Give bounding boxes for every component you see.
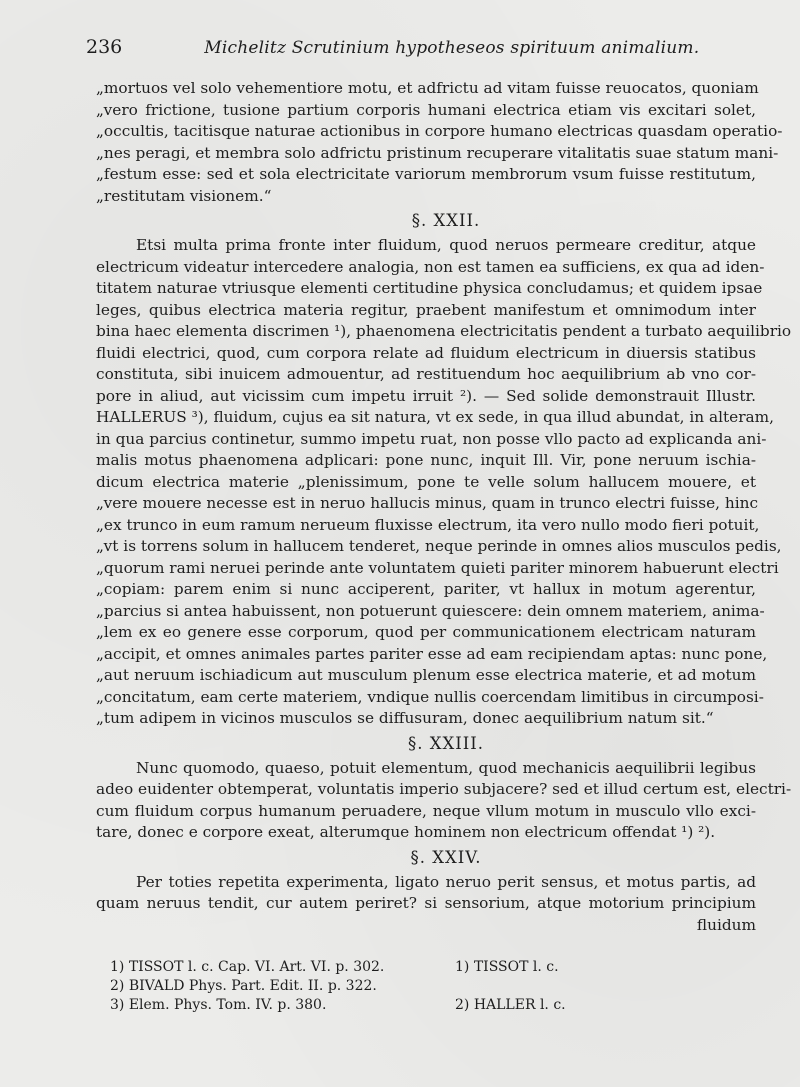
text-line: fluidum xyxy=(696,915,756,934)
text-line: „vere mouere necesse est in neruo hallucis minus, quam in trunco electri fuisse, hinc xyxy=(96,494,759,512)
text-line: „copiam: parem enim si nunc acciperent, pariter, vt hallux in motum agerentur, xyxy=(96,580,756,598)
text-line: in qua parcius continetur, summo impetu ruat, non posse vllo pacto ad explicanda ani- xyxy=(96,429,767,448)
text-line: „festum esse: sed et sola electricitate variorum membrorum vsum fuisse restitutum, xyxy=(96,165,756,183)
text-line: „ex trunco in eum ramum nerueum fluxisse electrum, ita vero nullo modo fieri potuit, xyxy=(96,515,760,534)
footnote-right: 1) TISSOT l. c. xyxy=(455,959,559,975)
text-line: tare, donec e corpore exeat, alterumque hominem non electricum offendat ¹) ²). xyxy=(96,823,716,841)
text-line: „accipit, et omnes animales partes pariter esse ad eam recipiendam aptas: nunc pone, xyxy=(96,644,768,663)
text-line: „vero frictione, tusione partium corporis humani electrica etiam vis excitari solet, xyxy=(96,100,756,119)
text-line: titatem naturae vtriusque elementi certitudine physica concludamus; et quidem ipsae xyxy=(96,279,763,297)
body-text xyxy=(96,78,792,936)
text-line: fluidi electrici, quod, cum corpora relate ad fluidum electricum in diuersis statibus xyxy=(96,343,756,362)
text-line: Per toties repetita experimenta, ligato neruo perit sensus, et motus partis, ad xyxy=(136,872,756,891)
section-heading: §. XXII. xyxy=(411,211,481,230)
text-line: quam neruus tendit, cur autem periret? si sensorium, atque motorium principium xyxy=(96,894,756,912)
text-line: HALLERUS ³), fluidum, cujus ea sit natura, vt ex sede, in qua illud abundat, in alteram, xyxy=(96,408,775,426)
section-heading: §. XXIV. xyxy=(410,847,482,867)
page-number: 236 xyxy=(86,36,123,58)
running-title: Michelitz Scrutinium hypotheseos spirituum animalium. xyxy=(204,38,700,58)
text-line: „parcius si antea habuissent, non potuerunt quiescere: dein omnem materiem, anima- xyxy=(96,601,765,620)
footnote-row xyxy=(110,996,750,1015)
text-line: bina haec elementa discrimen ¹), phaenomena electricitatis pendent a turbato aequilibrio xyxy=(96,322,792,340)
text-line: „aut neruum ischiadicum aut musculum plenum esse electrica materie, et ad motum xyxy=(96,666,756,684)
text-line: dicum electrica materie „plenissimum, pone te velle solum hallucem mouere, et xyxy=(96,472,756,491)
text-line: constituta, sibi inuicem admouentur, ad restituendum hoc aequilibrium ab vno cor- xyxy=(96,365,756,383)
text-line: „vt is torrens solum in hallucem tenderet, neque perinde in omnes alios musculos pedis, xyxy=(96,537,782,555)
text-line: „occultis, tacitisque naturae actionibus in corpore humano electricas quasdam operatio- xyxy=(96,122,783,140)
text-line: „lem ex eo genere esse corporum, quod per communicationem electricam naturam xyxy=(96,623,756,641)
text-line: Etsi multa prima fronte inter fluidum, quod neruos permeare creditur, atque xyxy=(136,236,756,254)
text-line: Nunc quomodo, quaeso, potuit elementum, quod mechanicis aequilibrii legibus xyxy=(136,758,756,777)
text-line: „nes peragi, et membra solo adfrictu pristinum recuperare vitalitatis suae statum mani- xyxy=(96,143,779,162)
text-line: leges, quibus electrica materia regitur, praebent manifestum et omnimodum inter xyxy=(96,300,756,319)
footnote-row xyxy=(110,977,750,996)
text-line: „tum adipem in vicinos musculos se diffusuram, donec aequilibrium natum sit.“ xyxy=(96,709,714,727)
page-header xyxy=(86,36,752,70)
text-line: cum fluidum corpus humanum peruadere, neque vllum motum in musculo vllo exci- xyxy=(96,801,756,820)
text-line: „restitutam visionem.“ xyxy=(96,186,272,205)
text-line: „concitatum, eam certe materiem, vndique nullis coercendam limitibus in circumposi- xyxy=(96,687,764,706)
text-line: „mortuos vel solo vehementiore motu, et adfrictu ad vitam fuisse reuocatos, quoniam xyxy=(96,79,759,97)
footnote-left: 1) TISSOT l. c. Cap. VI. Art. VI. p. 302. xyxy=(110,959,385,975)
text-line: malis motus phaenomena adplicari: pone nunc, inquit Ill. Vir, pone neruum ischia- xyxy=(96,451,756,469)
footnote-left: 3) Elem. Phys. Tom. IV. p. 380. xyxy=(110,997,327,1013)
text-line: adeo euidenter obtemperat, voluntatis imperio subjacere? sed et illud certum est, electri- xyxy=(96,780,792,798)
footnote-left: 2) BIVALD Phys. Part. Edit. II. p. 322. xyxy=(110,978,377,994)
footnote-row xyxy=(110,958,750,977)
text-line: „quorum rami neruei perinde ante voluntatem quieti pariter minorem habuerunt electri xyxy=(96,558,779,577)
text-line: electricum videatur intercedere analogia, non est tamen ea sufficiens, ex qua ad iden- xyxy=(96,257,765,276)
footnote-right: 2) HALLER l. c. xyxy=(455,997,566,1013)
section-heading: §. XXIII. xyxy=(407,733,485,753)
text-line: pore in aliud, aut vicissim cum impetu irruit ²). — Sed solide demonstrauit Illustr. xyxy=(96,386,756,405)
footnotes xyxy=(110,958,750,1015)
